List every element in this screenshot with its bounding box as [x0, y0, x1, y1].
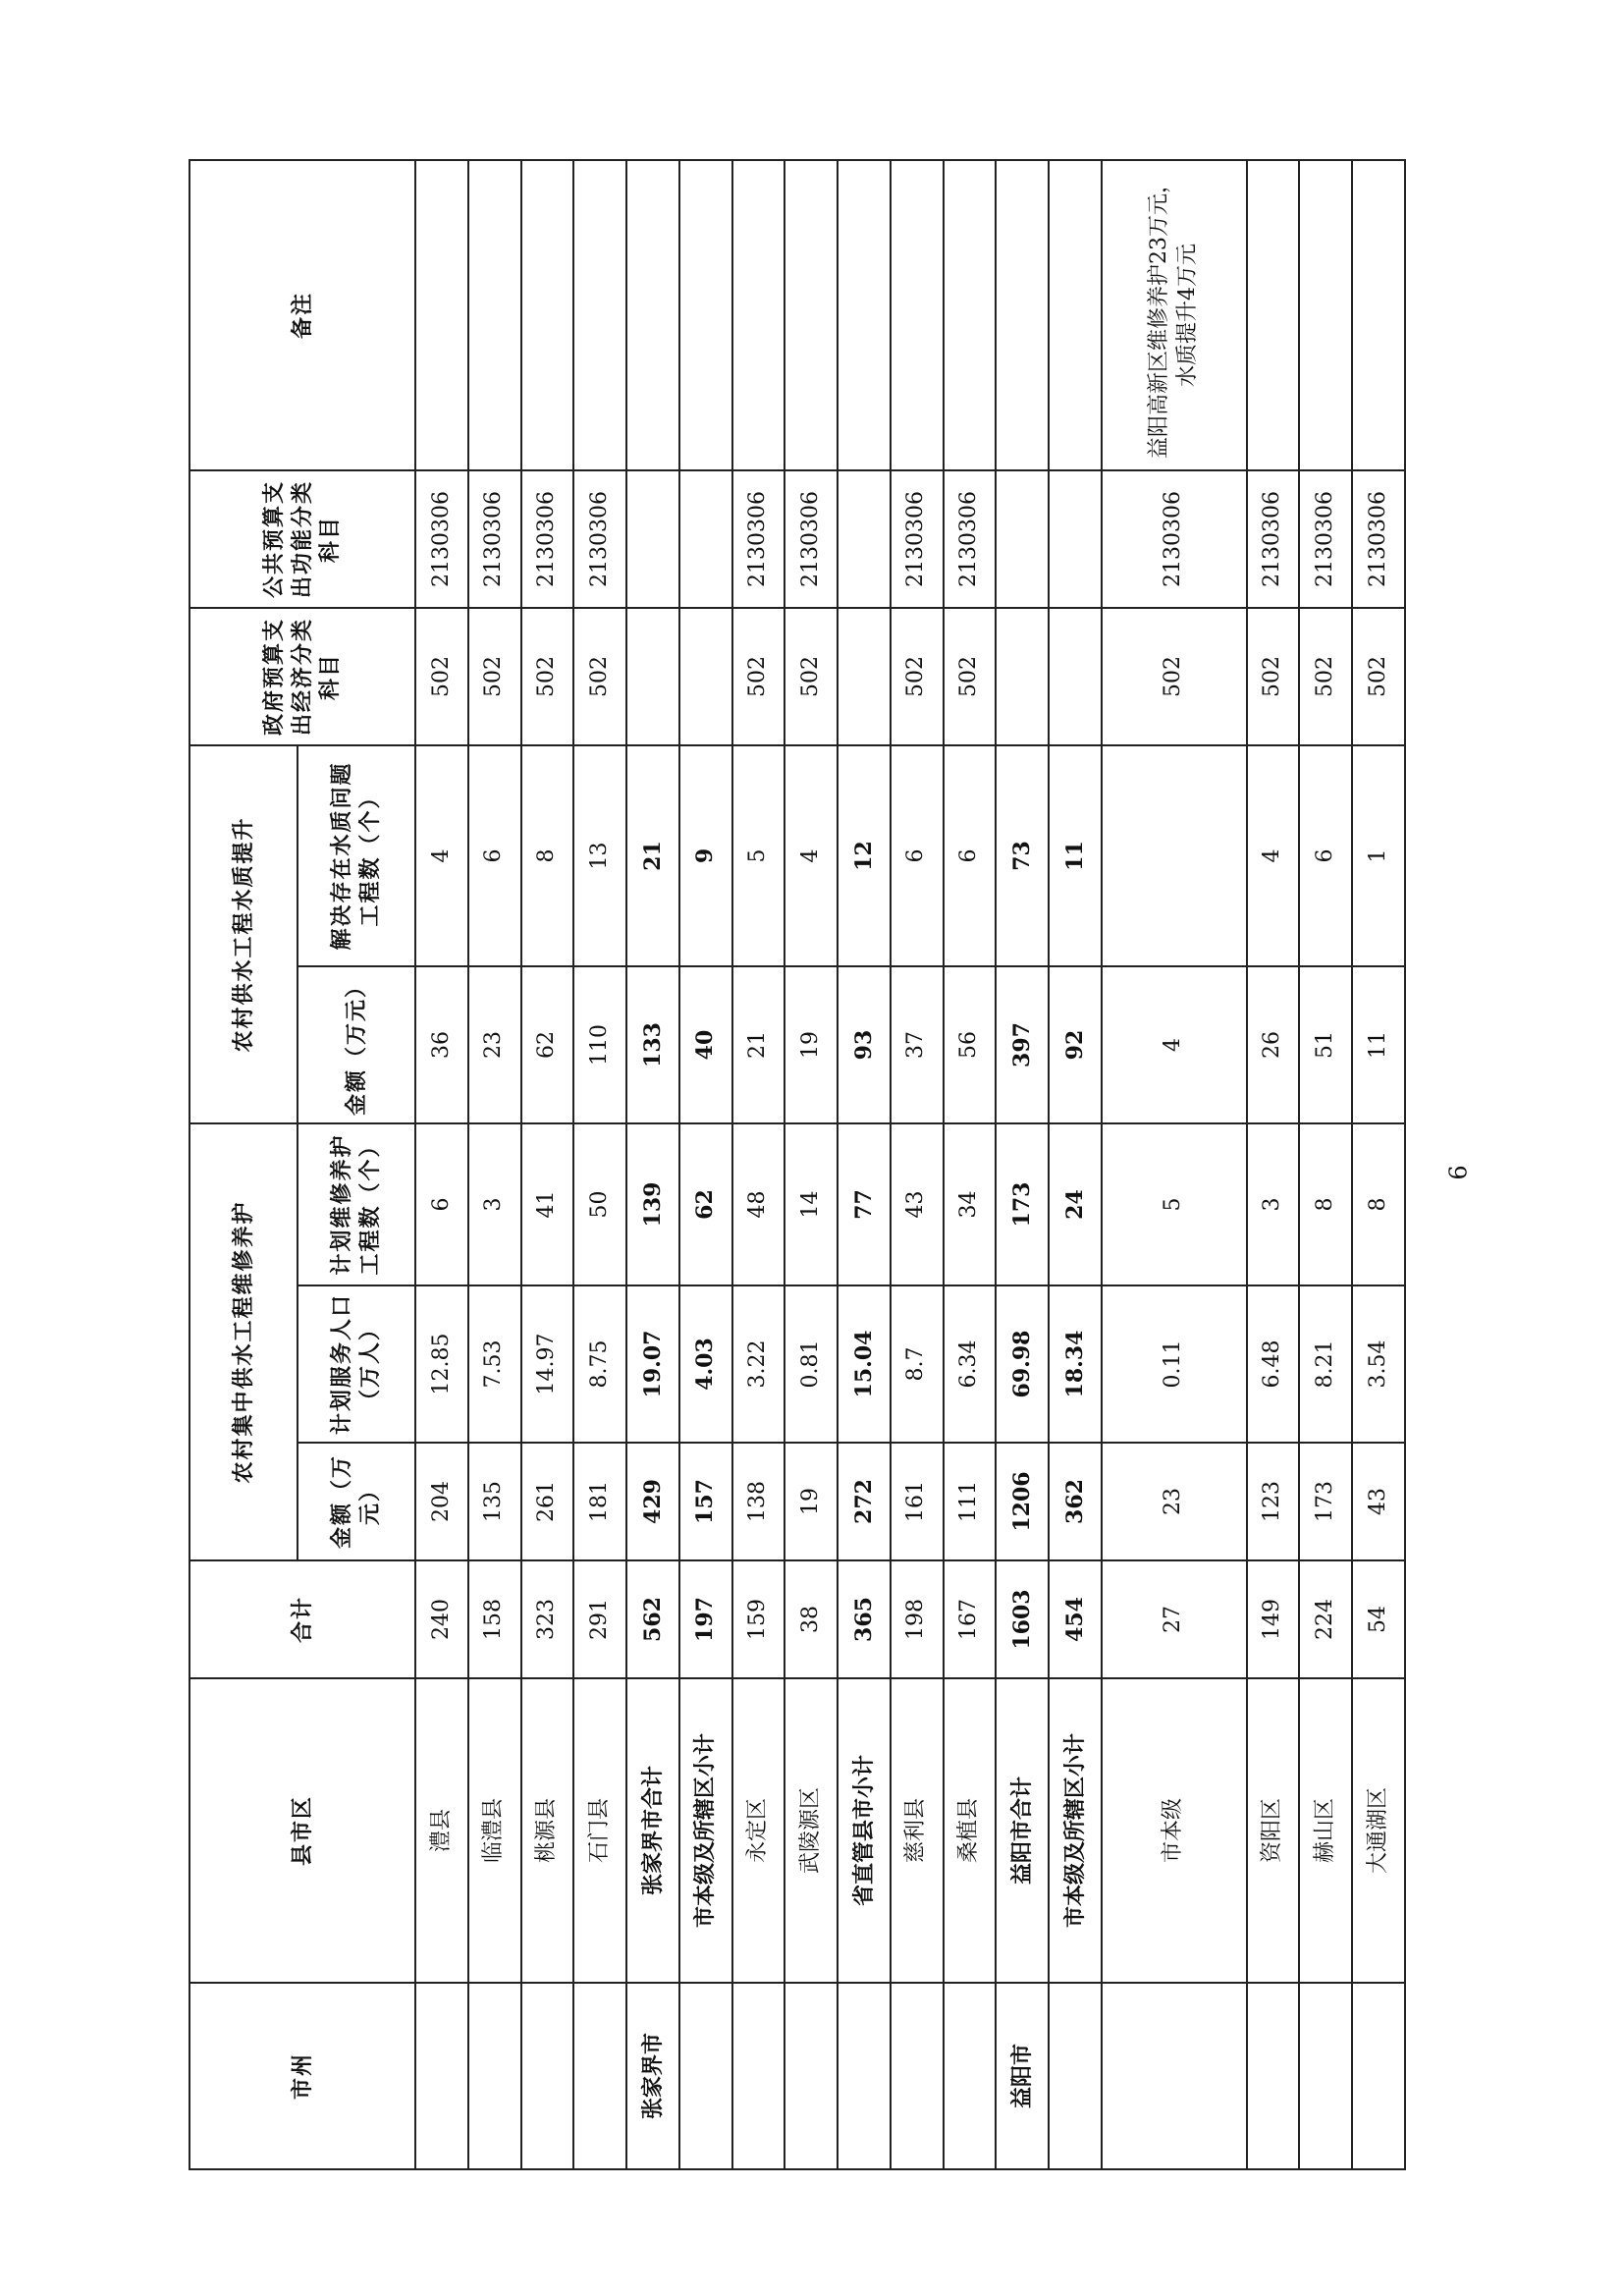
cell-q-projects: 6 — [891, 745, 944, 966]
cell-q-amount: 19 — [784, 966, 838, 1123]
cell-city — [1299, 1983, 1352, 2169]
cell-func-code: 2130306 — [573, 470, 626, 608]
header-m-projects: 计划维修养护工程数（个） — [298, 1123, 415, 1285]
cell-m-amount: 138 — [732, 1443, 785, 1560]
cell-county: 市本级及所辖区小计 — [1049, 1678, 1102, 1983]
cell-remark — [1352, 160, 1405, 470]
cell-q-projects: 13 — [573, 745, 626, 966]
cell-city: 张家界市 — [626, 1983, 679, 2169]
cell-county: 慈利县 — [891, 1678, 944, 1983]
table-row — [1049, 160, 1102, 2169]
cell-remark — [521, 160, 574, 470]
cell-remark — [784, 160, 838, 470]
cell-q-projects: 6 — [944, 745, 997, 966]
cell-func-code: 2130306 — [891, 470, 944, 608]
cell-city — [573, 1983, 626, 2169]
cell-econ-code: 502 — [891, 608, 944, 745]
table-row — [732, 160, 785, 2169]
cell-m-population: 6.34 — [944, 1285, 997, 1443]
cell-econ-code: 502 — [1247, 608, 1300, 745]
cell-m-population: 8.7 — [891, 1285, 944, 1443]
cell-city — [415, 1983, 468, 2169]
cell-m-amount: 161 — [891, 1443, 944, 1560]
cell-m-population: 0.81 — [784, 1285, 838, 1443]
cell-econ-code: 502 — [415, 608, 468, 745]
cell-remark — [732, 160, 785, 470]
cell-total: 562 — [626, 1560, 679, 1678]
header-q-amount: 金额（万元） — [298, 966, 415, 1123]
cell-econ-code: 502 — [1352, 608, 1405, 745]
cell-m-amount: 272 — [838, 1443, 891, 1560]
cell-city — [784, 1983, 838, 2169]
cell-county: 市本级 — [1102, 1678, 1247, 1983]
cell-func-code: 2130306 — [784, 470, 838, 608]
cell-econ-code — [996, 608, 1049, 745]
cell-total: 167 — [944, 1560, 997, 1678]
cell-q-amount: 11 — [1352, 966, 1405, 1123]
cell-m-amount: 157 — [679, 1443, 732, 1560]
cell-m-population: 6.48 — [1247, 1285, 1300, 1443]
cell-m-population: 3.54 — [1352, 1285, 1405, 1443]
cell-m-population: 14.97 — [521, 1285, 574, 1443]
cell-q-amount: 397 — [996, 966, 1049, 1123]
cell-total: 454 — [1049, 1560, 1102, 1678]
cell-q-projects: 8 — [521, 745, 574, 966]
cell-remark — [944, 160, 997, 470]
cell-m-population: 15.04 — [838, 1285, 891, 1443]
cell-q-amount: 26 — [1247, 966, 1300, 1123]
header-group-maintenance: 农村集中供水工程维修养护 — [189, 1123, 298, 1560]
cell-remark — [1247, 160, 1300, 470]
cell-total: 240 — [415, 1560, 468, 1678]
cell-m-projects: 173 — [996, 1123, 1049, 1285]
cell-total: 159 — [732, 1560, 785, 1678]
cell-m-projects: 6 — [415, 1123, 468, 1285]
cell-m-projects: 43 — [891, 1123, 944, 1285]
cell-city — [1247, 1983, 1300, 2169]
cell-q-amount: 4 — [1102, 966, 1247, 1123]
page-number: 6 — [1444, 1165, 1473, 1180]
table-row — [944, 160, 997, 2169]
cell-m-projects: 77 — [838, 1123, 891, 1285]
header-econ-code: 政府预算支出经济分类科目 — [189, 608, 415, 745]
cell-city — [679, 1983, 732, 2169]
cell-county: 张家界市合计 — [626, 1678, 679, 1983]
cell-m-amount: 111 — [944, 1443, 997, 1560]
cell-q-projects: 12 — [838, 745, 891, 966]
table-row — [468, 160, 521, 2169]
table-row — [838, 160, 891, 2169]
header-m-amount: 金额（万元） — [298, 1443, 415, 1560]
cell-total: 224 — [1299, 1560, 1352, 1678]
cell-m-amount: 135 — [468, 1443, 521, 1560]
cell-q-amount: 51 — [1299, 966, 1352, 1123]
cell-m-amount: 19 — [784, 1443, 838, 1560]
cell-county: 武陵源区 — [784, 1678, 838, 1983]
cell-m-amount: 429 — [626, 1443, 679, 1560]
cell-remark — [1049, 160, 1102, 470]
cell-q-projects — [1102, 745, 1247, 966]
cell-remark — [573, 160, 626, 470]
cell-q-amount: 40 — [679, 966, 732, 1123]
cell-county: 石门县 — [573, 1678, 626, 1983]
table-row — [1299, 160, 1352, 2169]
cell-q-projects: 4 — [415, 745, 468, 966]
table-row — [1352, 160, 1405, 2169]
cell-m-projects: 3 — [1247, 1123, 1300, 1285]
cell-m-amount: 123 — [1247, 1443, 1300, 1560]
cell-remark — [415, 160, 468, 470]
cell-city — [1049, 1983, 1102, 2169]
cell-q-projects: 11 — [1049, 745, 1102, 966]
table-row — [626, 160, 679, 2169]
cell-remark — [891, 160, 944, 470]
cell-remark — [1299, 160, 1352, 470]
cell-remark — [996, 160, 1049, 470]
header-m-population: 计划服务人口（万人） — [298, 1285, 415, 1443]
table-row — [521, 160, 574, 2169]
cell-q-amount: 37 — [891, 966, 944, 1123]
rotated-table-container — [189, 161, 1406, 2170]
cell-m-amount: 43 — [1352, 1443, 1405, 1560]
cell-m-projects: 139 — [626, 1123, 679, 1285]
cell-total: 198 — [891, 1560, 944, 1678]
cell-city — [944, 1983, 997, 2169]
cell-county: 益阳市合计 — [996, 1678, 1049, 1983]
cell-func-code — [1049, 470, 1102, 608]
table-row — [573, 160, 626, 2169]
cell-total: 27 — [1102, 1560, 1247, 1678]
cell-total: 323 — [521, 1560, 574, 1678]
cell-func-code: 2130306 — [1299, 470, 1352, 608]
cell-m-population: 3.22 — [732, 1285, 785, 1443]
header-total: 合计 — [189, 1560, 415, 1678]
cell-q-projects: 6 — [468, 745, 521, 966]
table-row — [996, 160, 1049, 2169]
funding-table — [189, 159, 1406, 2170]
cell-q-amount: 92 — [1049, 966, 1102, 1123]
cell-total: 1603 — [996, 1560, 1049, 1678]
cell-county: 资阳区 — [1247, 1678, 1300, 1983]
cell-m-amount: 23 — [1102, 1443, 1247, 1560]
cell-city — [732, 1983, 785, 2169]
table-row — [891, 160, 944, 2169]
header-county: 县市区 — [189, 1678, 415, 1983]
cell-m-population: 8.21 — [1299, 1285, 1352, 1443]
cell-m-population: 12.85 — [415, 1285, 468, 1443]
cell-func-code: 2130306 — [1247, 470, 1300, 608]
cell-m-amount: 181 — [573, 1443, 626, 1560]
cell-econ-code — [838, 608, 891, 745]
cell-q-projects: 73 — [996, 745, 1049, 966]
cell-func-code — [626, 470, 679, 608]
cell-m-projects: 34 — [944, 1123, 997, 1285]
cell-m-population: 8.75 — [573, 1285, 626, 1443]
cell-func-code — [679, 470, 732, 608]
cell-econ-code: 502 — [944, 608, 997, 745]
cell-county: 澧县 — [415, 1678, 468, 1983]
cell-q-projects: 21 — [626, 745, 679, 966]
cell-m-projects: 8 — [1299, 1123, 1352, 1285]
cell-func-code: 2130306 — [1352, 470, 1405, 608]
cell-econ-code — [626, 608, 679, 745]
cell-econ-code: 502 — [468, 608, 521, 745]
cell-m-projects: 3 — [468, 1123, 521, 1285]
cell-county: 桃源县 — [521, 1678, 574, 1983]
cell-econ-code: 502 — [1299, 608, 1352, 745]
header-group-quality: 农村供水工程水质提升 — [189, 745, 298, 1123]
cell-total: 158 — [468, 1560, 521, 1678]
cell-city — [468, 1983, 521, 2169]
cell-county: 赫山区 — [1299, 1678, 1352, 1983]
cell-q-amount: 23 — [468, 966, 521, 1123]
header-city: 市州 — [189, 1983, 415, 2169]
cell-city — [521, 1983, 574, 2169]
table-row — [679, 160, 732, 2169]
cell-m-amount: 173 — [1299, 1443, 1352, 1560]
cell-city — [1352, 1983, 1405, 2169]
cell-total: 38 — [784, 1560, 838, 1678]
cell-q-amount: 110 — [573, 966, 626, 1123]
cell-total: 54 — [1352, 1560, 1405, 1678]
cell-total: 197 — [679, 1560, 732, 1678]
cell-q-amount: 56 — [944, 966, 997, 1123]
cell-county: 临澧县 — [468, 1678, 521, 1983]
cell-m-projects: 14 — [784, 1123, 838, 1285]
cell-q-amount: 36 — [415, 966, 468, 1123]
table-row — [415, 160, 468, 2169]
cell-func-code: 2130306 — [732, 470, 785, 608]
cell-m-amount: 261 — [521, 1443, 574, 1560]
cell-m-population: 69.98 — [996, 1285, 1049, 1443]
cell-remark — [626, 160, 679, 470]
cell-remark: 益阳高新区维修养护23万元，水质提升4万元 — [1102, 160, 1247, 470]
cell-city — [1102, 1983, 1247, 2169]
cell-econ-code: 502 — [732, 608, 785, 745]
cell-q-amount: 93 — [838, 966, 891, 1123]
cell-city — [838, 1983, 891, 2169]
cell-func-code: 2130306 — [468, 470, 521, 608]
cell-total: 291 — [573, 1560, 626, 1678]
cell-econ-code: 502 — [784, 608, 838, 745]
cell-econ-code: 502 — [1102, 608, 1247, 745]
cell-city — [891, 1983, 944, 2169]
table-body — [415, 160, 1405, 2169]
cell-remark — [838, 160, 891, 470]
cell-econ-code — [1049, 608, 1102, 745]
cell-county: 省直管县市小计 — [838, 1678, 891, 1983]
cell-m-population: 0.11 — [1102, 1285, 1247, 1443]
cell-econ-code: 502 — [521, 608, 574, 745]
table-row — [1247, 160, 1300, 2169]
cell-county: 市本级及所辖区小计 — [679, 1678, 732, 1983]
cell-q-amount: 133 — [626, 966, 679, 1123]
cell-q-projects: 6 — [1299, 745, 1352, 966]
cell-m-projects: 8 — [1352, 1123, 1405, 1285]
cell-q-projects: 5 — [732, 745, 785, 966]
cell-m-projects: 24 — [1049, 1123, 1102, 1285]
cell-m-projects: 48 — [732, 1123, 785, 1285]
header-row-1 — [189, 160, 298, 2169]
cell-func-code: 2130306 — [415, 470, 468, 608]
cell-m-amount: 204 — [415, 1443, 468, 1560]
cell-county: 桑植县 — [944, 1678, 997, 1983]
cell-m-population: 7.53 — [468, 1285, 521, 1443]
cell-func-code — [838, 470, 891, 608]
cell-county: 大通湖区 — [1352, 1678, 1405, 1983]
cell-m-population: 4.03 — [679, 1285, 732, 1443]
cell-m-population: 19.07 — [626, 1285, 679, 1443]
cell-q-projects: 1 — [1352, 745, 1405, 966]
cell-econ-code: 502 — [573, 608, 626, 745]
cell-econ-code — [679, 608, 732, 745]
cell-q-amount: 21 — [732, 966, 785, 1123]
cell-q-projects: 4 — [1247, 745, 1300, 966]
cell-remark — [679, 160, 732, 470]
cell-q-projects: 4 — [784, 745, 838, 966]
cell-q-projects: 9 — [679, 745, 732, 966]
cell-m-population: 18.34 — [1049, 1285, 1102, 1443]
cell-q-amount: 62 — [521, 966, 574, 1123]
cell-total: 365 — [838, 1560, 891, 1678]
cell-m-projects: 5 — [1102, 1123, 1247, 1285]
cell-m-projects: 62 — [679, 1123, 732, 1285]
table-row — [784, 160, 838, 2169]
cell-func-code: 2130306 — [1102, 470, 1247, 608]
cell-func-code: 2130306 — [521, 470, 574, 608]
header-remark: 备注 — [189, 160, 415, 470]
cell-total: 149 — [1247, 1560, 1300, 1678]
cell-m-projects: 41 — [521, 1123, 574, 1285]
cell-func-code: 2130306 — [944, 470, 997, 608]
cell-m-projects: 50 — [573, 1123, 626, 1285]
header-q-projects: 解决存在水质问题工程数（个） — [298, 745, 415, 966]
cell-m-amount: 1206 — [996, 1443, 1049, 1560]
cell-remark — [468, 160, 521, 470]
cell-func-code — [996, 470, 1049, 608]
cell-m-amount: 362 — [1049, 1443, 1102, 1560]
table-row — [1102, 160, 1247, 2169]
cell-county: 永定区 — [732, 1678, 785, 1983]
header-func-code: 公共预算支出功能分类科目 — [189, 470, 415, 608]
cell-city: 益阳市 — [996, 1983, 1049, 2169]
